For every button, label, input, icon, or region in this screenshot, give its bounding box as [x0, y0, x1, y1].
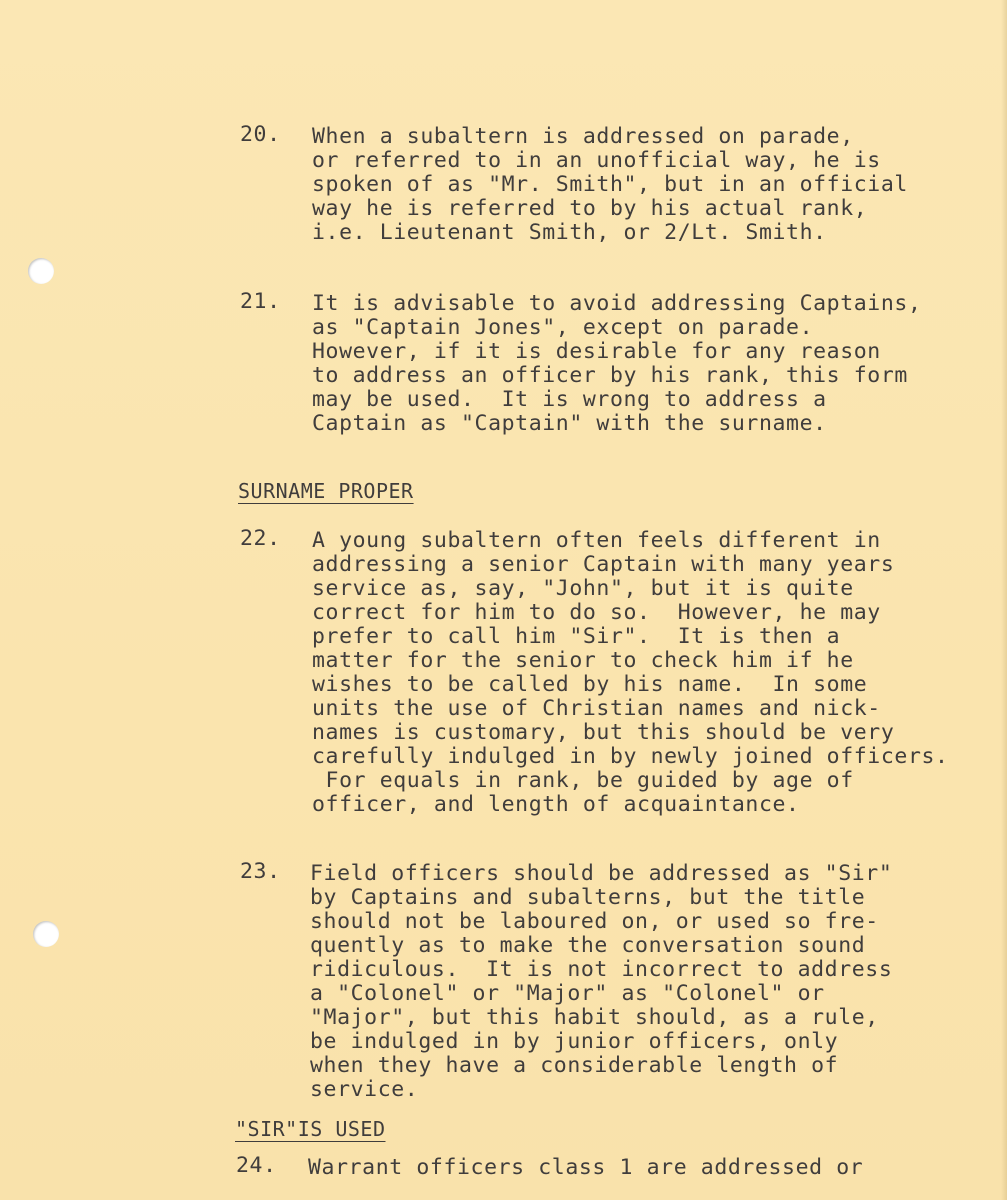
paragraph-line: names is customary, but this should be very [312, 720, 895, 745]
paragraph-line: addressing a senior Captain with many years [312, 552, 895, 577]
paragraph-line: Captain as "Captain" with the surname. [312, 411, 827, 436]
paragraph-line: "Major", but this habit should, as a rule, [310, 1005, 879, 1030]
paragraph-line: when they have a considerable length of [310, 1053, 839, 1078]
paragraph-line: correct for him to do so. However, he may [312, 600, 881, 625]
punch-hole-bottom [33, 921, 59, 947]
paragraph-line: However, if it is desirable for any reason [312, 339, 881, 364]
punch-hole-top [28, 258, 54, 284]
paragraph-line: i.e. Lieutenant Smith, or 2/Lt. Smith. [312, 220, 827, 245]
section-heading-surname-proper: SURNAME PROPER [238, 479, 414, 503]
paragraph-line: be indulged in by junior officers, only [310, 1029, 839, 1054]
paragraph-line: service as, say, "John", but it is quite [312, 576, 854, 601]
paragraph-line: It is advisable to avoid addressing Captains, [312, 291, 922, 316]
paragraph-line: way he is referred to by his actual rank, [312, 196, 868, 221]
paragraph-line: as "Captain Jones", except on parade. [312, 315, 814, 340]
section-heading-sir-is-used: "SIR"IS USED [235, 1117, 386, 1141]
paragraph-number: 21. [240, 289, 281, 314]
paragraph-line: matter for the senior to check him if he [312, 648, 854, 673]
paragraph-line: should not be laboured on, or used so fre- [310, 909, 879, 934]
paragraph-number: 23. [240, 859, 281, 884]
paragraph-line: For equals in rank, be guided by age of [312, 768, 854, 793]
paragraph-line: spoken of as "Mr. Smith", but in an official [312, 172, 908, 197]
paragraph-line: may be used. It is wrong to address a [312, 387, 827, 412]
paragraph-line: Warrant officers class 1 are addressed or [308, 1155, 864, 1180]
paragraph-number: 24. [236, 1153, 277, 1178]
paragraph-line: ridiculous. It is not incorrect to address [310, 957, 893, 982]
page-edge-shadow [1001, 0, 1007, 1200]
paragraph-line: carefully indulged in by newly joined officers. [312, 744, 949, 769]
paragraph-line: by Captains and subalterns, but the title [310, 885, 866, 910]
paragraph-line: units the use of Christian names and nick- [312, 696, 881, 721]
paragraph-line: A young subaltern often feels different in [312, 528, 881, 553]
paragraph-line: prefer to call him "Sir". It is then a [312, 624, 841, 649]
paragraph-line: wishes to be called by his name. In some [312, 672, 868, 697]
paragraph-line: service. [310, 1077, 419, 1102]
paragraph-line: to address an officer by his rank, this form [312, 363, 908, 388]
paragraph-line: quently as to make the conversation sound [310, 933, 866, 958]
paragraph-line: or referred to in an unofficial way, he is [312, 148, 881, 173]
paragraph-line: When a subaltern is addressed on parade, [312, 124, 854, 149]
paragraph-number: 22. [240, 526, 281, 551]
paragraph-line: a "Colonel" or "Major" as "Colonel" or [310, 981, 825, 1006]
paragraph-line: Field officers should be addressed as "Sir" [310, 861, 893, 886]
paragraph-line: officer, and length of acquaintance. [312, 792, 800, 817]
paragraph-number: 20. [240, 122, 281, 147]
